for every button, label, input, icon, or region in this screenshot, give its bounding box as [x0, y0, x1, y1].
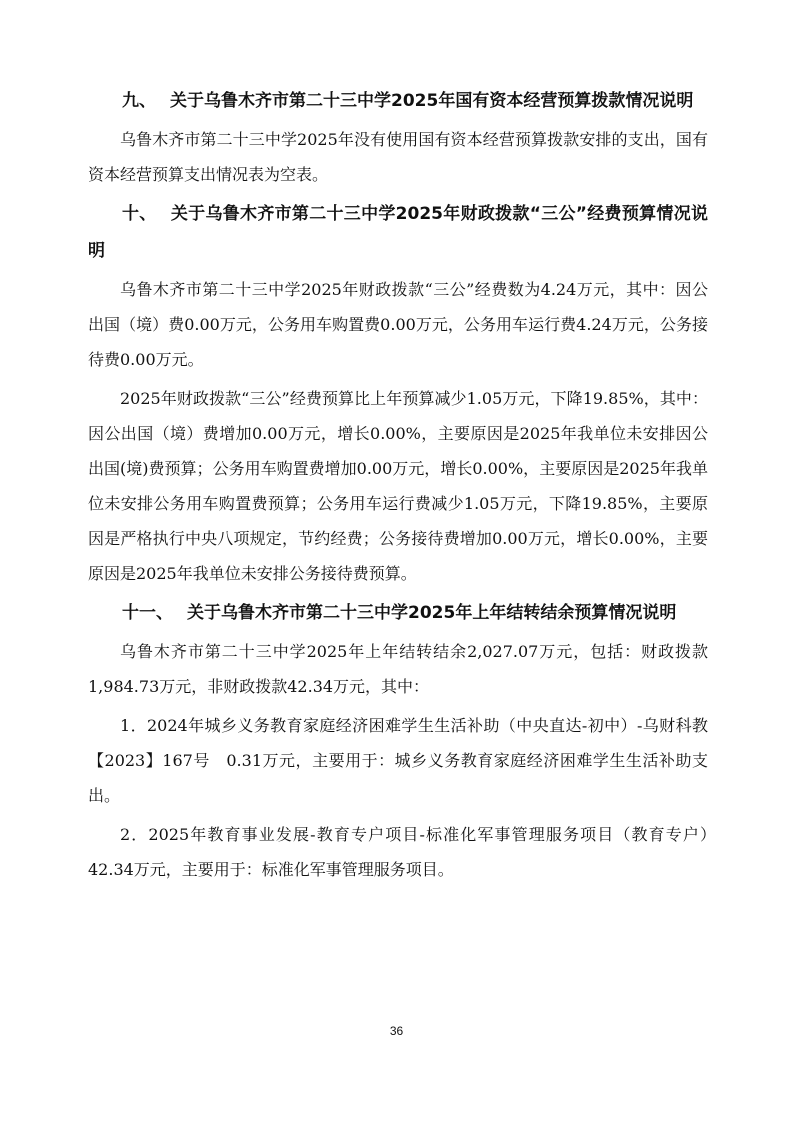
page-number: 36: [389, 1024, 404, 1038]
section-title: 关于乌鲁木齐市第二十三中学2025年上年结转结余预算情况说明: [187, 603, 677, 623]
section-title: 关于乌鲁木齐市第二十三中学2025年国有资本经营预算拨款情况说明: [170, 91, 694, 111]
list-item: 2．2025年教育事业发展-教育专户项目-标准化军事管理服务项目（教育专户） 42.34万元，主要用于：标准化军事管理服务项目。: [88, 825, 725, 879]
section-number: 九、: [122, 91, 156, 111]
section-title: 关于乌鲁木齐市第二十三中学2025年财政拨款“三公”经费预算情况说明: [88, 204, 708, 261]
paragraph: 2025年财政拨款“三公”经费预算比上年预算减少1.05万元，下降19.85%，其中：因公出国（境）费增加0.00万元，增长0.00%，主要原因是2025年我单位未安排因公出国(境)费预算；公务用车购置费增加0.00万元，增长0.00%，主要原因是2025年我单位未安排公务用车购置费预算；公务用车运行费减少1.05万元，下降19.85%，主要原因是严格执行中央八项规定，节约经费；公务接待费增加0.00万元，增长0.00%，主要原因是2025年我单位未安排公务接待费预算。: [88, 389, 708, 583]
section-number: 十、: [122, 204, 157, 224]
list-item: 1．2024年城乡义务教育家庭经济困难学生生活补助（中央直达-初中）-乌财科教【2023】167号 0.31万元，主要用于：城乡义务教育家庭经济困难学生生活补助支出。: [88, 716, 708, 805]
section-heading-10: [88, 196, 708, 270]
section-number: 十一、: [122, 603, 173, 623]
section-heading-9: [88, 83, 708, 120]
paragraph: 乌鲁木齐市第二十三中学2025年财政拨款“三公”经费数为4.24万元，其中：因公出国（境）费0.00万元，公务用车购置费0.00万元，公务用车运行费4.24万元，公务接待费0.00万元。: [88, 280, 708, 369]
paragraph: 乌鲁木齐市第二十三中学2025年没有使用国有资本经营预算拨款安排的支出，国有资本经营预算支出情况表为空表。: [88, 130, 708, 184]
paragraph: 乌鲁木齐市第二十三中学2025年上年结转结余2,027.07万元，包括：财政拨款1,984.73万元，非财政拨款42.34万元，其中：: [88, 642, 708, 696]
section-heading-11: [88, 595, 708, 632]
document-body: [88, 83, 725, 891]
